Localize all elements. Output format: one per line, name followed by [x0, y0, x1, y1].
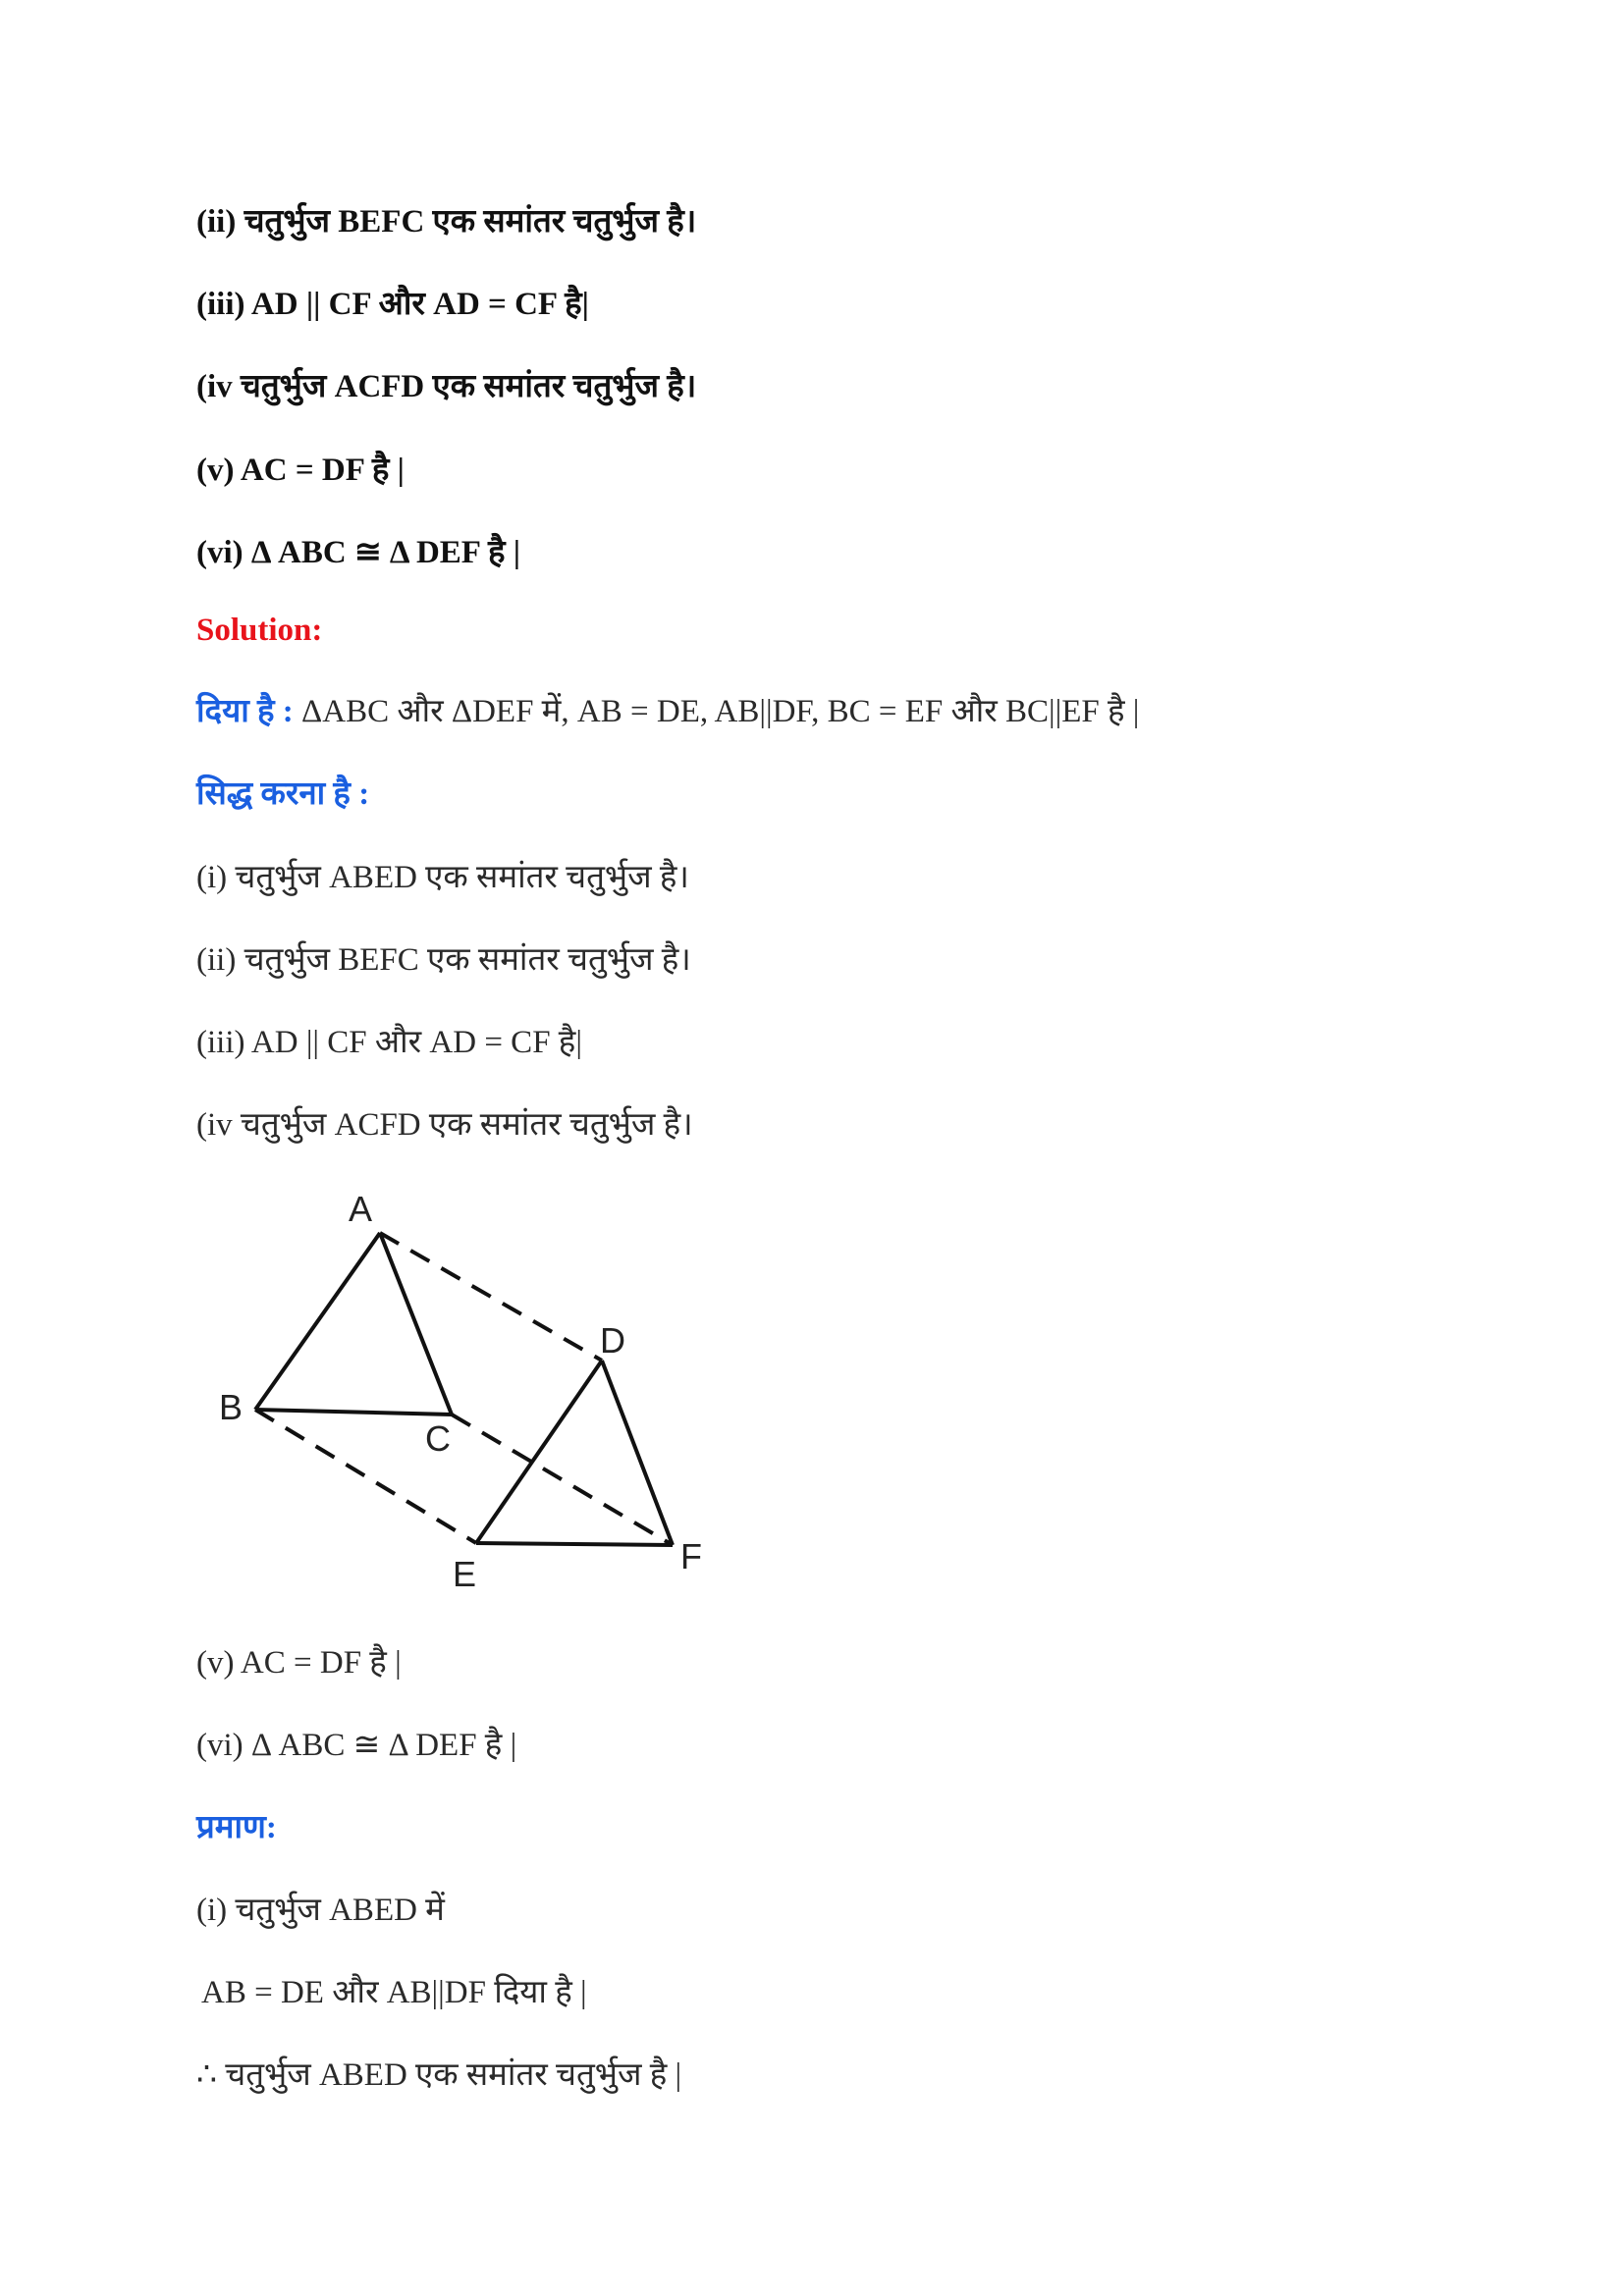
question-item-ii: (ii) चतुर्भुज BEFC एक समांतर चतुर्भुज है। — [196, 204, 697, 240]
segment-de — [476, 1361, 602, 1543]
to-prove-item-vi: (vi) Δ ABC ≅ Δ DEF है | — [196, 1728, 517, 1763]
label-e: E — [453, 1554, 477, 1594]
question-item-iv: (iv चतुर्भुज ACFD एक समांतर चतुर्भुज है। — [196, 369, 697, 404]
to-prove-item-iv: (iv चतुर्भुज ACFD एक समांतर चतुर्भुज है। — [196, 1107, 693, 1143]
segment-bc — [255, 1410, 452, 1415]
segment-cf-dashed — [452, 1415, 673, 1545]
question-item-iii: (iii) AD || CF और AD = CF है| — [196, 287, 589, 322]
label-c: C — [425, 1418, 451, 1459]
given-text: ΔABC और ΔDEF में, AB = DE, AB||DF, BC = EF और BC||EF है | — [293, 694, 1140, 729]
segment-ac — [380, 1233, 452, 1415]
segment-ad-dashed — [380, 1233, 602, 1361]
given-statement — [196, 692, 1139, 731]
label-a: A — [349, 1189, 373, 1229]
proof-line-1: (i) चतुर्भुज ABED में — [196, 1893, 445, 1928]
parallelogram-triangles-diagram — [211, 1178, 741, 1610]
proof-heading: प्रमाण: — [196, 1810, 277, 1845]
proof-line-3: ∴ चतुर्भुज ABED एक समांतर चतुर्भुज है | — [196, 2057, 682, 2093]
question-item-vi: (vi) Δ ABC ≅ Δ DEF है | — [196, 535, 521, 570]
to-prove-item-iii: (iii) AD || CF और AD = CF है| — [196, 1025, 582, 1060]
proof-line-2: AB = DE और AB||DF दिया है | — [201, 1975, 587, 2010]
to-prove-item-v: (v) AC = DF है | — [196, 1645, 402, 1681]
to-prove-item-ii: (ii) चतुर्भुज BEFC एक समांतर चतुर्भुज है। — [196, 942, 691, 978]
to-prove-item-i: (i) चतुर्भुज ABED एक समांतर चतुर्भुज है। — [196, 860, 689, 895]
solution-heading: Solution: — [196, 613, 323, 648]
question-item-v: (v) AC = DF है | — [196, 453, 405, 488]
label-d: D — [600, 1320, 625, 1361]
to-prove-heading: सिद्ध करना है : — [196, 776, 370, 812]
segment-df — [602, 1361, 673, 1545]
label-f: F — [680, 1536, 702, 1576]
segment-ef — [476, 1543, 673, 1545]
given-label: दिया है : — [196, 694, 294, 729]
segment-ab — [255, 1233, 380, 1410]
label-b: B — [219, 1387, 243, 1427]
